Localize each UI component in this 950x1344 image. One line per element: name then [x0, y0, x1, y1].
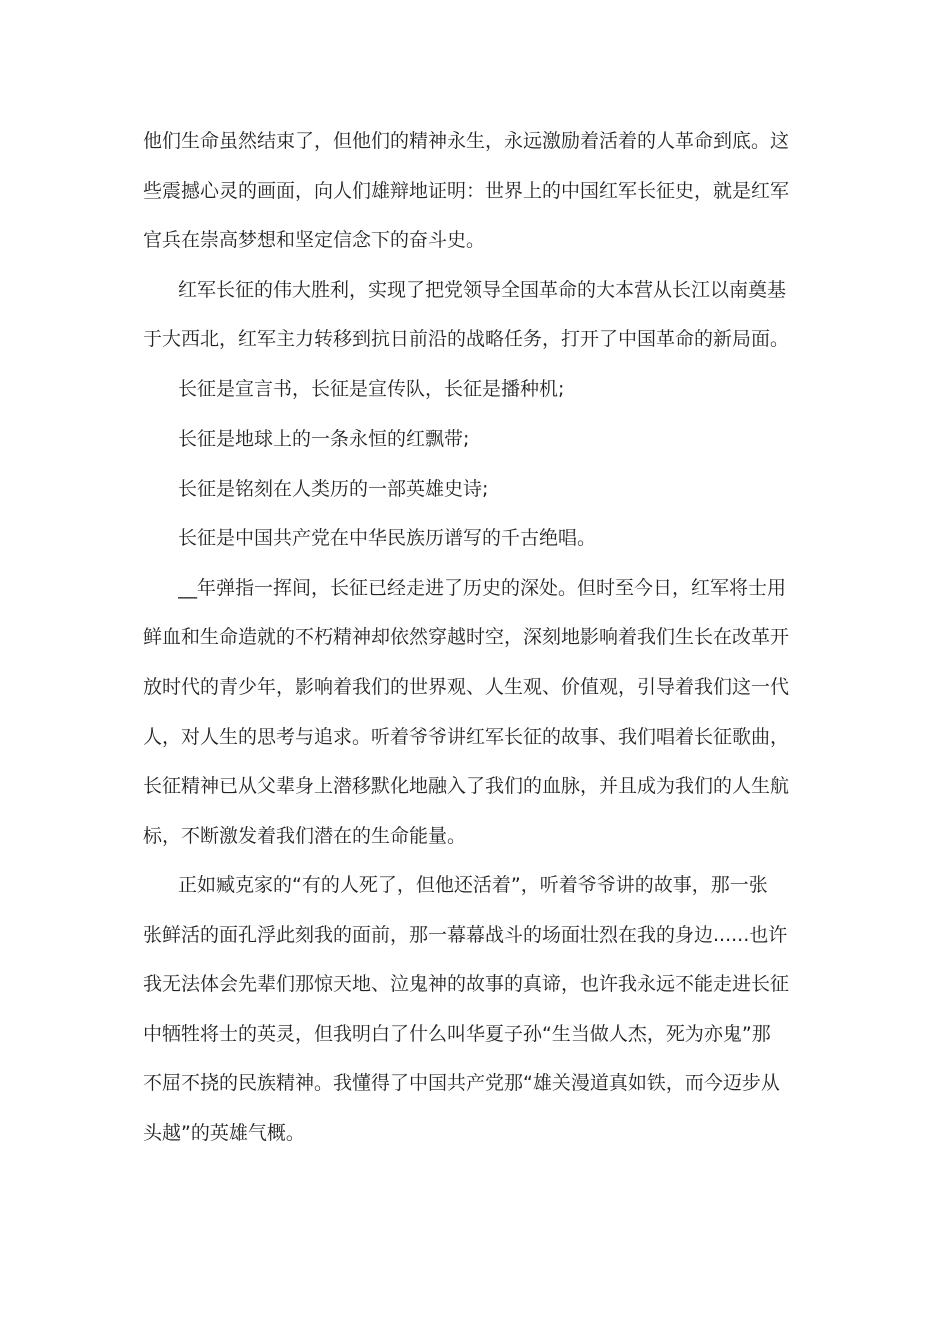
text-line-8: 长征是铭刻在人类历的一部英雄史诗;	[178, 478, 489, 500]
text-line-10: __年弹指一挥间，长征已经走进了历史的深处。但时至今日，红军将士用	[178, 577, 787, 599]
text-line-21: 头越”的英雄气概。	[143, 1122, 305, 1144]
text-line-1: 他们生命虽然结束了，但他们的精神永生，永远激励着活着的人革命到底。这	[143, 130, 790, 152]
text-line-11: 鲜血和生命造就的不朽精神却依然穿越时空，深刻地影响着我们生长在改革开	[143, 626, 790, 648]
text-line-17: 张鲜活的面孔浮此刻我的面前，那一幕幕战斗的场面壮烈在我的身边......也许	[143, 924, 788, 946]
text-line-15: 标，不断激发着我们潜在的生命能量。	[143, 825, 467, 847]
text-line-9: 长征是中国共产党在中华民族历谱写的千古绝唱。	[178, 527, 597, 549]
text-line-2: 些震撼心灵的画面，向人们雄辩地证明：世界上的中国红军长征史，就是红军	[143, 180, 790, 202]
text-line-5: 于大西北，红军主力转移到抗日前沿的战略任务，打开了中国革命的新局面。	[143, 328, 790, 350]
text-line-19: 中牺牲将士的英灵，但我明白了什么叫华夏子孙“生当做人杰，死为亦鬼”那	[143, 1023, 771, 1045]
text-line-3: 官兵在崇高梦想和坚定信念下的奋斗史。	[143, 229, 486, 251]
text-line-14: 长征精神已从父辈身上潜移默化地融入了我们的血脉，并且成为我们的人生航	[143, 775, 790, 797]
text-line-16: 正如臧克家的“有的人死了，但他还活着”，听着爷爷讲的故事，那一张	[178, 874, 768, 896]
text-line-18: 我无法体会先辈们那惊天地、泣鬼神的故事的真谛，也许我永远不能走进长征	[143, 973, 790, 995]
text-line-4: 红军长征的伟大胜利，实现了把党领导全国革命的大本营从长江以南奠基	[178, 279, 787, 301]
text-line-13: 人，对人生的思考与追求。听着爷爷讲红军长征的故事、我们唱着长征歌曲，	[143, 726, 790, 748]
text-line-12: 放时代的青少年，影响着我们的世界观、人生观、价值观，引导着我们这一代	[143, 676, 790, 698]
text-line-6: 长征是宣言书，长征是宣传队，长征是播种机;	[178, 378, 565, 400]
text-line-7: 长征是地球上的一条永恒的红飘带;	[178, 428, 470, 450]
text-line-20: 不屈不挠的民族精神。我懂得了中国共产党那“雄关漫道真如铁，而今迈步从	[143, 1072, 780, 1094]
